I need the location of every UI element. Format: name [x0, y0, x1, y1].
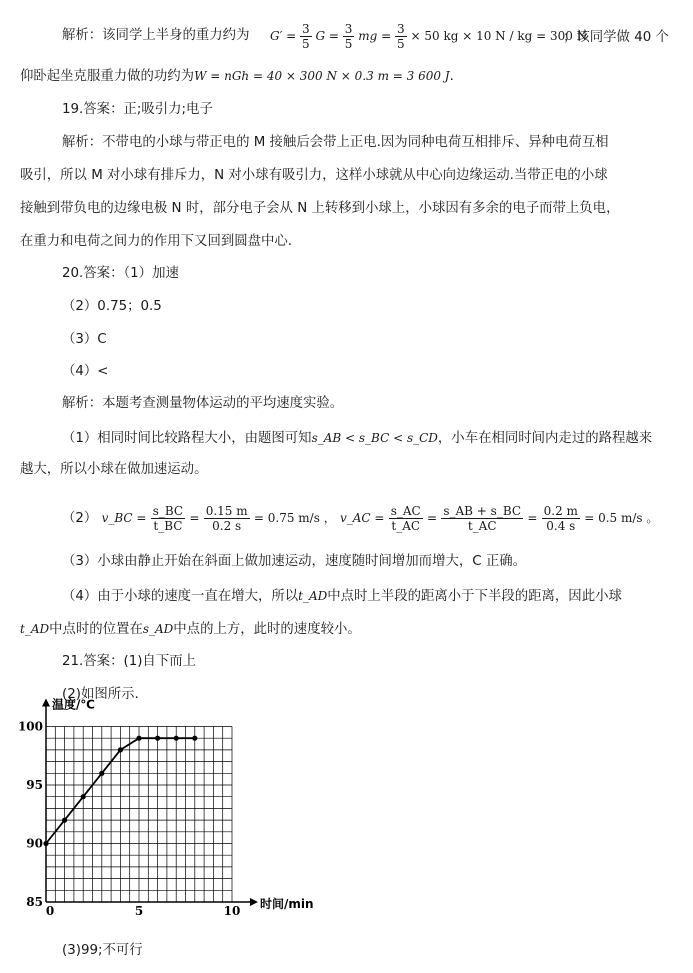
data-point: [99, 771, 104, 776]
data-point: [155, 736, 160, 741]
q18-weight-equation: G′ = $\frac{3}{5}$ G = $\frac{3}{5}$ mg = $\frac{3}{5}$ × 50 kg × 10 N / kg = 300 N: [270, 22, 588, 51]
x-axis-arrow: [250, 898, 258, 906]
q20-explanation-4: （4）由于小球的速度一直在增大，所以t_AD中点时上半段的距离小于下半段的距离，因此小球: [62, 589, 622, 604]
q20-explanation-1-cont: 越大，所以小球在做加速运动。: [20, 462, 208, 477]
q18-weight-lead: 解析：该同学上半身的重力约为: [62, 28, 250, 43]
x-tick-label: 5: [134, 904, 144, 918]
q20-answer-2: （2）0.75；0.5: [62, 299, 162, 314]
data-point: [136, 736, 141, 741]
x-tick-label: 10: [223, 904, 241, 918]
q20-answer-3: （3）C: [62, 332, 107, 347]
q20-explanation-intro: 解析：本题考查测量物体运动的平均速度实验。: [62, 396, 344, 411]
q19-explanation-1: 解析：不带电的小球与带正电的 M 接触后会带上正电.因为同种电荷互相排斥、异种电荷互相: [62, 135, 609, 150]
data-point: [192, 736, 197, 741]
q20-explanation-1: （1）相同时间比较路程大小，由题图可知s_AB < s_BC < s_CD，小车在相同时间内走过的路程越来: [62, 431, 653, 446]
q19-explanation-2: 吸引，所以 M 对小球有排斥力，N 对小球有吸引力，这样小球就从中心向边缘运动.当带正电的小球: [20, 168, 608, 183]
q20-explanation-3: （3）小球由静止开始在斜面上做加速运动，速度随时间增加而增大，C 正确。: [62, 554, 527, 569]
data-point: [43, 841, 48, 846]
q21-answer-3: (3)99;不可行: [62, 943, 143, 958]
q18-work-equation: W = nGh = 40 × 300 N × 0.3 m = 3 600 J: [194, 69, 450, 83]
q19-explanation-4: 在重力和电荷之间力的作用下又回到圆盘中心.: [20, 234, 293, 249]
x-tick-label: 0: [45, 904, 55, 918]
y-tick-label: 95: [26, 778, 43, 792]
q18-line-1: [62, 26, 249, 46]
q20-answer-4: （4）<: [62, 364, 109, 379]
data-point: [62, 818, 67, 823]
y-axis-arrow: [42, 699, 50, 707]
y-axis-label: 温度/℃: [52, 697, 95, 712]
temperature-time-chart: [10, 697, 314, 920]
q20-explanation-2: （2） v_BC = $\frac{s\_BC}{t\_BC}$ = $\frac{0.15 m}{0.2 s}$ = 0.75 m/s ， v_AC = $\frac{s\_AC}{t\_AC}$ = $\frac{s\_AB + s\_BC}{t\_AC}$ = $\frac{0.2 m}{0.4 s}$ = 0.5 m/s 。: [62, 503, 659, 533]
y-tick-label: 85: [26, 895, 43, 909]
y-tick-label: 90: [26, 836, 43, 851]
q20-distance-inequality: s_AB < s_BC < s_CD: [311, 431, 438, 445]
q19-explanation-3: 接触到带负电的边缘电极 N 时，部分电子会从 N 上转移到小球上，小球因有多余的电子而带上负电，: [20, 201, 620, 216]
data-point: [81, 794, 86, 799]
q18-line-2: 仰卧起坐克服重力做的功约为W = nGh = 40 × 300 N × 0.3 m = 3 600 J.: [20, 69, 454, 84]
q20-explanation-4-cont: t_AD中点时的位置在s_AD中点的上方，此时的速度较小。: [20, 622, 361, 637]
data-point: [174, 736, 179, 741]
q21-answer: 21.答案：(1)自下而上: [62, 654, 196, 669]
y-tick-label: 100: [17, 719, 43, 734]
q20-answer: 20.答案：（1）加速: [62, 266, 179, 281]
q18-line-1-tail: ；该同学做 40 个: [563, 30, 669, 45]
x-axis-label: 时间/min: [260, 897, 314, 911]
q19-answer: 19.答案：正;吸引力;电子: [62, 102, 213, 117]
q21-answer-2: (2)如图所示.: [62, 687, 139, 702]
data-point: [118, 747, 123, 752]
